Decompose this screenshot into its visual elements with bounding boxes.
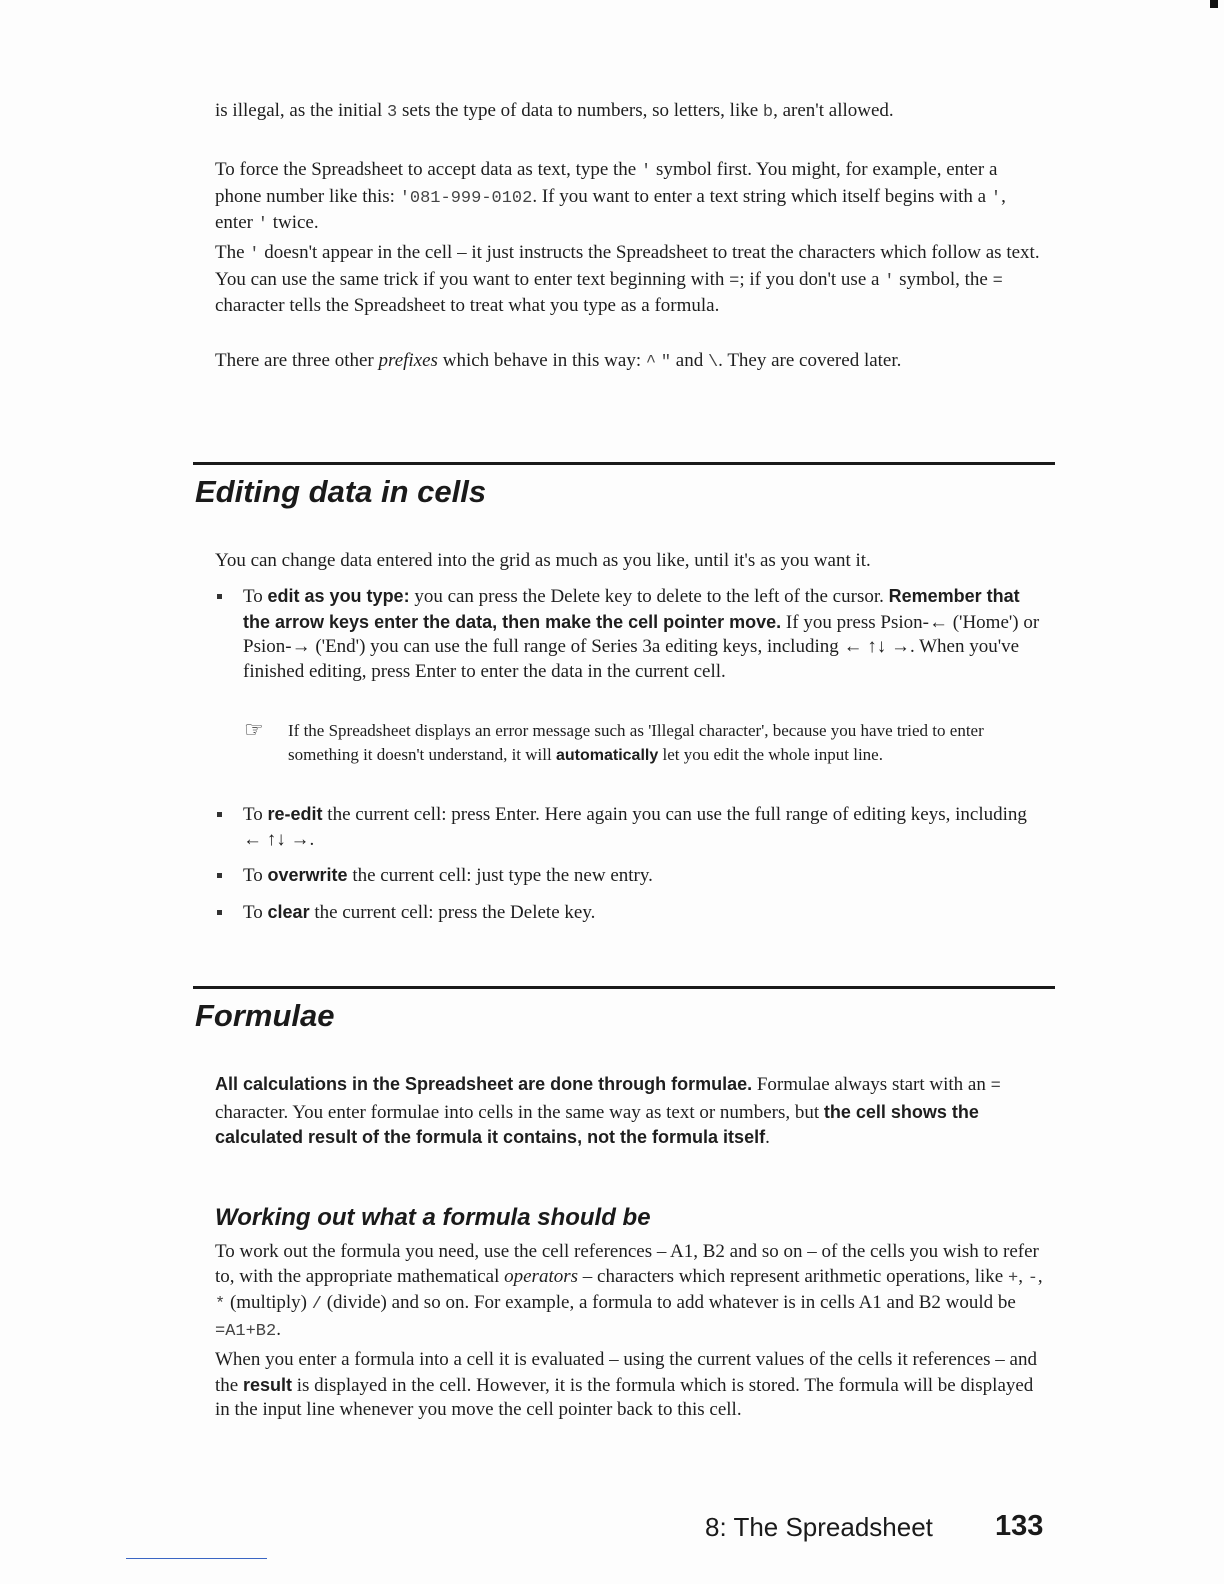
formulae-paragraph-1: All calculations in the Spreadsheet are done through formulae. Formulae always start with an = character. You enter formulae into cells in the same way as text or numbers, but the cell shows the calculated result of the formula it contains, not the formula itself. — [215, 1074, 1001, 1148]
section-rule-formulae — [193, 986, 1055, 989]
section-rule-editing — [193, 462, 1055, 465]
scan-corner-mark — [1210, 0, 1218, 8]
note-illegal-character: ☞ If the Spreadsheet displays an error message such as 'Illegal character', because you have tried to enter something it doesn't understand, it will automatically let you edit the whole input line. — [244, 717, 984, 764]
bottom-divider — [126, 1558, 267, 1559]
editing-intro: You can change data entered into the grid as much as you like, until it's as you want it. — [215, 550, 871, 571]
list-item-edit-as-you-type: To edit as you type: you can press the Delete key to delete to the left of the cursor. Remember that the arrow keys enter the data, then make the cell pointer move. If you press Psion-← ('Home') or Psion-→ ('End') you can use the full range of Series 3a editing keys, including ← ↑↓ →. When you've finished editing, press Enter to enter the data in the current cell. — [215, 584, 1045, 684]
editing-bullets-2 — [215, 802, 1045, 925]
page-number: 133 — [995, 1510, 1044, 1542]
intro-paragraph-2: To force the Spreadsheet to accept data as text, type the ' symbol first. You might, for example, enter a phone number like this: '081-999-0102. If you want to enter a text string which itself begins with a ', enter ' twice. — [215, 159, 1006, 234]
formulae-paragraph-3: When you enter a formula into a cell it is evaluated – using the current values of the cells it references – and the result is displayed in the cell. However, it is the formula which is stored. The formula will be displayed in the input line whenever you move the cell pointer back to this cell. — [215, 1349, 1037, 1420]
intro-paragraph-4: There are three other prefixes which behave in this way: ^ " and \. They are covered later. — [215, 350, 902, 372]
subheading-working-out-formula: Working out what a formula should be — [215, 1204, 651, 1231]
editing-bullets-1 — [215, 584, 1045, 684]
pointing-hand-icon: ☞ — [244, 717, 264, 742]
intro-paragraph-1: is illegal, as the initial 3 sets the type of data to numbers, so letters, like b, aren't allowed. — [215, 100, 894, 122]
heading-formulae: Formulae — [195, 998, 335, 1033]
list-item-re-edit: To re-edit the current cell: press Enter. Here again you can use the full range of editing keys, including ← ↑↓ →. — [215, 802, 1045, 852]
formulae-paragraph-2: To work out the formula you need, use the cell references – A1, B2 and so on – of the cells you wish to refer to, with the appropriate mathematical operators – characters which represent arithmetic operations, like +, -, * (multiply) / (divide) and so on. For example, a formula to add whatever is in cells A1 and B2 would be =A1+B2. — [215, 1241, 1043, 1341]
intro-paragraph-3: The ' doesn't appear in the cell – it just instructs the Spreadsheet to treat the characters which follow as text. You can use the same trick if you want to enter text beginning with =; if you don't use a ' symbol, the = character tells the Spreadsheet to treat what you type as a formula. — [215, 242, 1040, 316]
footer-chapter-title: 8: The Spreadsheet — [705, 1512, 933, 1542]
list-item-clear: To clear the current cell: press the Delete key. — [215, 900, 1045, 926]
heading-editing-data-in-cells: Editing data in cells — [195, 474, 487, 509]
list-item-overwrite: To overwrite the current cell: just type the new entry. — [215, 863, 1045, 889]
